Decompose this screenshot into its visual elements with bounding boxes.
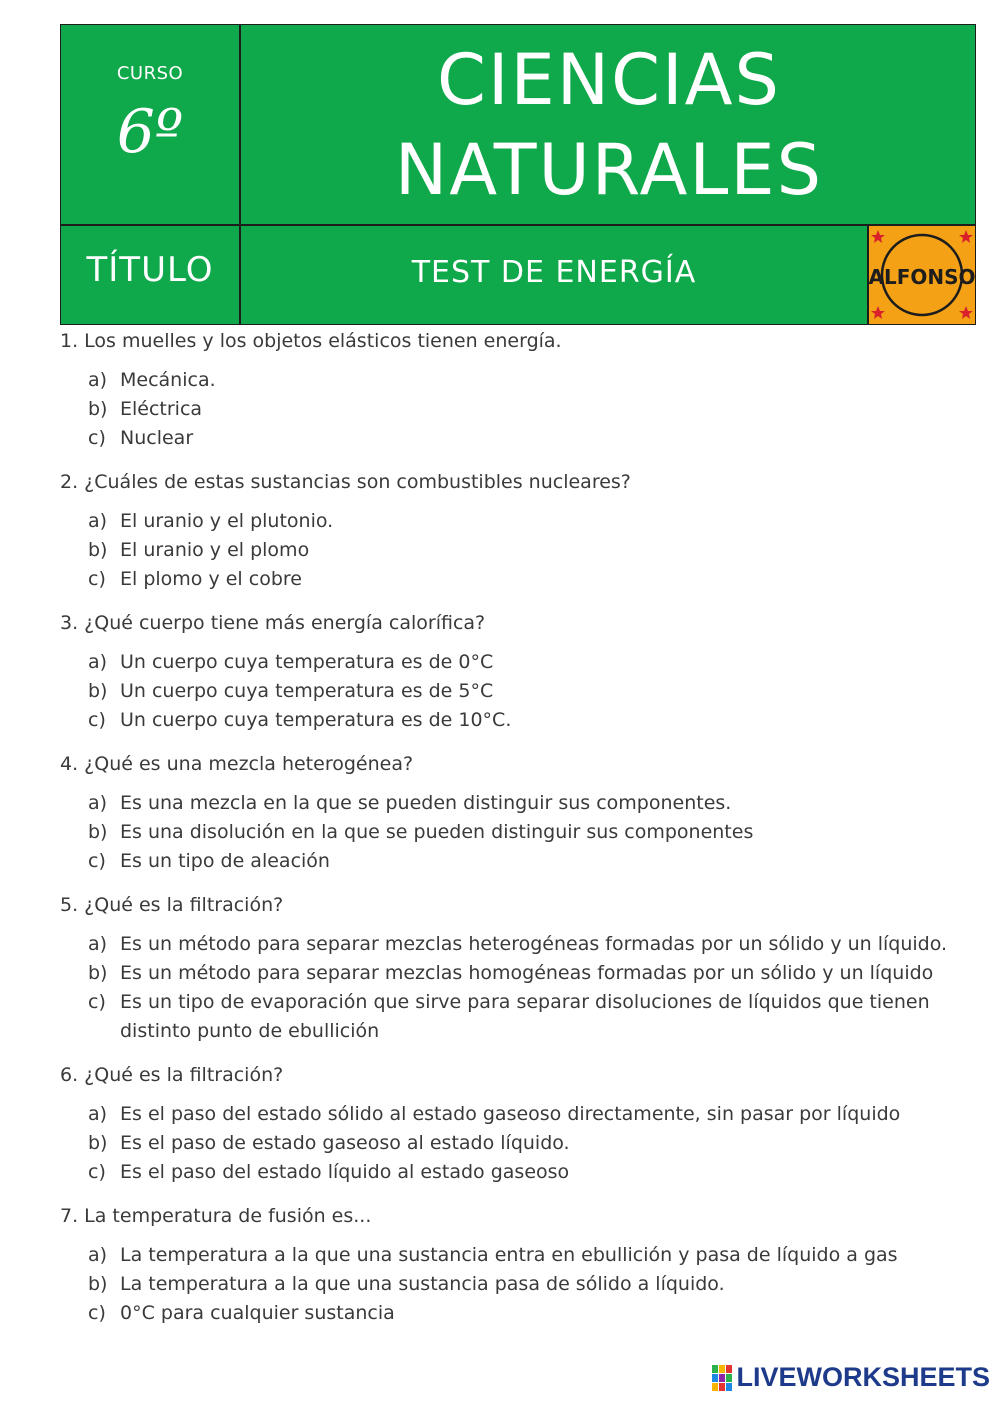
answer-option-letter: a): [88, 792, 108, 814]
answer-options: [60, 1100, 976, 1187]
answer-options: [60, 930, 976, 1046]
answer-options: [60, 1241, 976, 1328]
answer-option-letter: a): [88, 369, 108, 391]
answer-option[interactable]: [60, 789, 976, 818]
answer-option-letter: c): [88, 1161, 106, 1183]
answer-option-text: Un cuerpo cuya temperatura es de 10°C.: [120, 709, 512, 731]
answer-option[interactable]: [60, 818, 976, 847]
answer-option-text: Es un tipo de aleación: [120, 850, 330, 872]
school-logo: [869, 226, 975, 324]
subject-title-line1: CIENCIAS: [437, 39, 781, 121]
answer-option[interactable]: [60, 1129, 976, 1158]
answer-option-text: El uranio y el plomo: [120, 539, 310, 561]
answer-option-text: El plomo y el cobre: [120, 568, 302, 590]
question-text: 2. ¿Cuáles de estas sustancias son combustibles nucleares?: [60, 471, 631, 493]
answer-option[interactable]: [60, 959, 976, 988]
header-table: [60, 24, 976, 325]
answer-option[interactable]: [60, 1158, 976, 1187]
question-text: 4. ¿Qué es una mezcla heterogénea?: [60, 753, 414, 775]
question-item: [60, 749, 976, 876]
answer-option-letter: c): [88, 568, 106, 590]
curso-value: 6º: [116, 97, 184, 167]
answer-option[interactable]: [60, 424, 976, 453]
answer-option-text: Es el paso del estado líquido al estado gaseoso: [120, 1161, 570, 1183]
question-text: 1. Los muelles y los objetos elásticos tienen energía.: [60, 330, 562, 352]
answer-option[interactable]: [60, 395, 976, 424]
subject-title: [241, 35, 977, 215]
answer-option[interactable]: [60, 677, 976, 706]
answer-option-text: La temperatura a la que una sustancia entra en ebullición y pasa de líquido a gas: [120, 1244, 898, 1266]
school-logo-icon: [869, 226, 975, 324]
answer-option-letter: a): [88, 933, 108, 955]
answer-option[interactable]: [60, 706, 976, 735]
answer-option-letter: a): [88, 1103, 108, 1125]
answer-option[interactable]: [60, 847, 976, 876]
answer-option[interactable]: [60, 1299, 976, 1328]
liveworksheets-brand: LIVEWORKSHEETS: [736, 1362, 990, 1392]
answer-option[interactable]: [60, 507, 976, 536]
answer-option-letter: c): [88, 709, 106, 731]
answer-option-letter: b): [88, 680, 108, 702]
answer-option[interactable]: [60, 536, 976, 565]
questions-list: [60, 326, 976, 1342]
titulo-value: TEST DE ENERGÍA: [411, 255, 697, 290]
answer-option-letter: c): [88, 991, 106, 1013]
question-text: 6. ¿Qué es la filtración?: [60, 1064, 284, 1086]
answer-option-text: Es un método para separar mezclas heterogéneas formadas por un sólido y un líquido.: [120, 933, 948, 955]
answer-option-letter: a): [88, 510, 108, 532]
answer-option[interactable]: [60, 1270, 976, 1299]
answer-option[interactable]: [60, 1100, 976, 1129]
answer-option-text: La temperatura a la que una sustancia pasa de sólido a líquido.: [120, 1273, 725, 1295]
answer-option[interactable]: [60, 648, 976, 677]
answer-option-text: 0°C para cualquier sustancia: [120, 1302, 395, 1324]
question-item: [60, 326, 976, 453]
answer-option-letter: b): [88, 821, 108, 843]
footer-brand: [712, 1362, 990, 1393]
answer-option-text: Eléctrica: [120, 398, 203, 420]
answer-option[interactable]: [60, 366, 976, 395]
curso-label: CURSO: [116, 63, 184, 84]
answer-option-letter: b): [88, 398, 108, 420]
answer-option-letter: a): [88, 651, 108, 673]
question-item: [60, 890, 976, 1046]
question-item: [60, 467, 976, 594]
answer-option-letter: b): [88, 1273, 108, 1295]
answer-option-text: Es el paso del estado sólido al estado gaseoso directamente, sin pasar por líquido: [120, 1103, 901, 1125]
answer-option[interactable]: [60, 1241, 976, 1270]
answer-option-text: Un cuerpo cuya temperatura es de 5°C: [120, 680, 494, 702]
question-item: [60, 608, 976, 735]
answer-option-letter: a): [88, 1244, 108, 1266]
question-text: 7. La temperatura de fusión es...: [60, 1205, 372, 1227]
answer-option-text: El uranio y el plutonio.: [120, 510, 334, 532]
answer-option-text: Es una disolución en la que se pueden distinguir sus componentes: [120, 821, 754, 843]
answer-options: [60, 366, 976, 453]
answer-option-letter: b): [88, 962, 108, 984]
answer-option-text: Un cuerpo cuya temperatura es de 0°C: [120, 651, 494, 673]
titulo-label: TÍTULO: [86, 250, 214, 290]
answer-option-letter: b): [88, 539, 108, 561]
subject-title-line2: NATURALES: [394, 129, 824, 211]
question-text: 3. ¿Qué cuerpo tiene más energía calorífica?: [60, 612, 486, 634]
answer-option[interactable]: [60, 988, 976, 1046]
answer-option-text: Es un método para separar mezclas homogéneas formadas por un sólido y un líquido: [120, 962, 934, 984]
answer-option-text: Nuclear: [120, 427, 194, 449]
answer-option-text: Es una mezcla en la que se pueden distinguir sus componentes.: [120, 792, 732, 814]
question-item: [60, 1060, 976, 1187]
header-divider-horizontal: [61, 224, 975, 226]
answer-options: [60, 507, 976, 594]
answer-option-letter: b): [88, 1132, 108, 1154]
liveworksheets-logo-icon: [712, 1365, 732, 1391]
logo-text: ALFONSO: [869, 265, 975, 289]
answer-option-text: Mecánica.: [120, 369, 216, 391]
answer-option-text: Es un tipo de evaporación que sirve para separar disoluciones de líquidos que tienen distinto punto de ebullición: [120, 991, 930, 1042]
answer-options: [60, 789, 976, 876]
question-item: [60, 1201, 976, 1328]
answer-options: [60, 648, 976, 735]
answer-option-letter: c): [88, 850, 106, 872]
answer-option-text: Es el paso de estado gaseoso al estado líquido.: [120, 1132, 570, 1154]
question-text: 5. ¿Qué es la filtración?: [60, 894, 284, 916]
answer-option[interactable]: [60, 565, 976, 594]
answer-option-letter: c): [88, 427, 106, 449]
answer-option[interactable]: [60, 930, 976, 959]
answer-option-letter: c): [88, 1302, 106, 1324]
